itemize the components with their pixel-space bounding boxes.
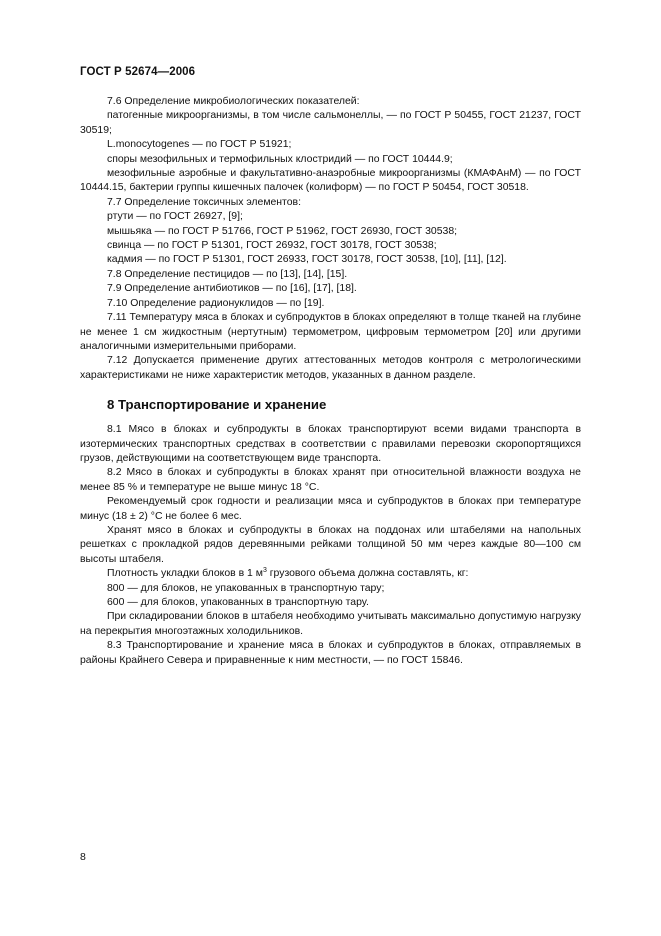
document-header: ГОСТ Р 52674—2006 (80, 66, 196, 78)
paragraph-packing-density (80, 567, 581, 581)
section-8-title: 8 Транспортирование и хранение (107, 397, 327, 413)
paragraph-8-1: 8.1 Мясо в блоках и субпродукты в блоках транспортируют всеми видами транспорта в изотермических транспортных средствах в соответствии с правилами перевозки скоропортящихся грузов, действующими на соответствующем виде транспорта. (80, 424, 581, 464)
paragraph-lead: свинца — по ГОСТ Р 51301, ГОСТ 26932, ГОСТ 30178, ГОСТ 30538; (107, 240, 437, 252)
paragraph-7-8: 7.8 Определение пестицидов — по [13], [14], [15]. (107, 268, 348, 280)
paragraph-600: 600 — для блоков, упакованных в транспортную тару. (107, 597, 369, 608)
paragraph-kmafanm: мезофильные аэробные и факультативно-анаэробные микроорганизмы (КМАФАнМ) — по ГОСТ 10444.15, бактерии группы кишечных палочек (колиформ) — по ГОСТ Р 50454, ГОСТ 30518. (80, 168, 581, 194)
paragraph-storage-stacks: Хранят мясо в блоках и субпродукты в блоках на поддонах или штабелями на напольных решетках с прокладкой рядов деревянными рейками толщиной 50 мм через каждые 80—100 см высоты штабеля. (80, 524, 581, 565)
paragraph-7-6: 7.6 Определение микробиологических показателей: (107, 96, 360, 107)
packing-density-text: Плотность укладки блоков в 1 м (107, 568, 263, 580)
paragraph-8-3: 8.3 Транспортирование и хранение мяса в блоках и субпродуктов в блоках, отправляемых в районы Крайнего Севера и приравненные к ним местности, — по ГОСТ 15846. (80, 640, 581, 666)
paragraph-8-2: 8.2 Мясо в блоках и субпродукты в блоках хранят при относительной влажности воздуха не менее 85 % и температуре не выше минус 18 °С. (80, 467, 581, 493)
paragraph-7-10: 7.10 Определение радионуклидов — по [19]. (107, 297, 325, 309)
paragraph-clostridia: споры мезофильных и термофильных клостридий — по ГОСТ 10444.9; (107, 153, 453, 165)
cubic-superscript: 3 (262, 567, 267, 575)
packing-density-text-end: грузового объема должна составлять, кг: (266, 568, 469, 580)
paragraph-mercury: ртути — по ГОСТ 26927, [9]; (107, 211, 243, 223)
page-content (80, 95, 581, 668)
paragraph-shelf-life: Рекомендуемый срок годности и реализации мяса и субпродуктов в блоках при температуре минус (18 ± 2) °С не более 6 мес. (80, 496, 581, 522)
page-number: 8 (80, 851, 86, 863)
paragraph-7-12: 7.12 Допускается применение других аттестованных методов контроля с метрологическими характеристиками не ниже характеристик методов, указанных в данном разделе. (80, 355, 581, 381)
paragraph-7-11: 7.11 Температуру мяса в блоках и субпродуктов в блоках определяют в толще тканей на глубине не менее 1 см жидкостным (нертутным) термометром, цифровым термометром [20] или другими аналогичными измерительными приборами. (80, 312, 581, 352)
paragraph-pathogens: патогенные микроорганизмы, в том числе сальмонеллы, — по ГОСТ Р 50455, ГОСТ 21237, ГОСТ 30519; (80, 110, 581, 136)
paragraph-listeria: L.monocytogenes — по ГОСТ Р 51921; (107, 139, 292, 151)
paragraph-arsenic: мышьяка — по ГОСТ Р 51766, ГОСТ Р 51962, ГОСТ 26930, ГОСТ 30538; (107, 225, 458, 237)
paragraph-cadmium: кадмия — по ГОСТ Р 51301, ГОСТ 26933, ГОСТ 30178, ГОСТ 30538, [10], [11], [12]. (107, 254, 507, 266)
paragraph-7-9: 7.9 Определение антибиотиков — по [16], [17], [18]. (107, 283, 357, 295)
paragraph-800: 800 — для блоков, не упакованных в транспортную тару; (107, 582, 385, 594)
paragraph-7-7: 7.7 Определение токсичных элементов: (107, 196, 301, 208)
paragraph-stacking-load: При складировании блоков в штабеля необходимо учитывать максимально допустимую нагрузку на перекрытия многоэтажных холодильников. (80, 611, 581, 637)
